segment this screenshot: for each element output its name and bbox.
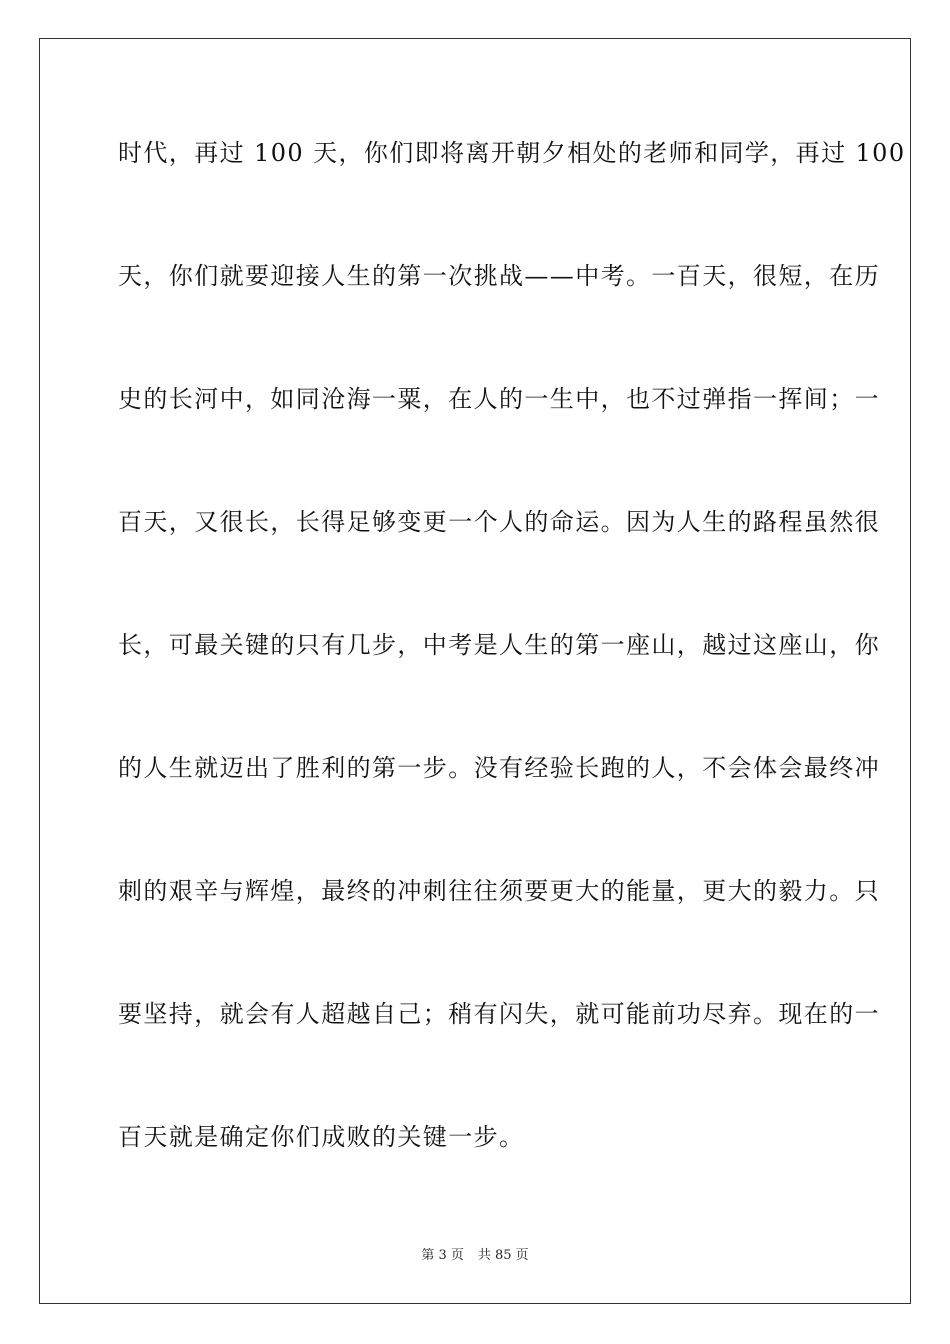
paragraph-line-7: 刺的艰辛与辉煌，最终的冲刺往往须要更大的能量，更大的毅力。只 [118, 877, 880, 905]
page-footer [0, 1248, 950, 1264]
paragraph-line-2: 天，你们就要迎接人生的第一次挑战——中考。一百天，很短，在历 [118, 262, 880, 290]
page-border [39, 38, 911, 1304]
paragraph-line-3: 史的长河中，如同沧海一粟，在人的一生中，也不过弹指一挥间；一 [118, 385, 880, 413]
page-number: 第 3 页 [421, 1248, 464, 1263]
paragraph-line-6: 的人生就迈出了胜利的第一步。没有经验长跑的人，不会体会最终冲 [118, 754, 880, 782]
paragraph-line-1: 时代，再过 100 天，你们即将离开朝夕相处的老师和同学，再过 100 [118, 139, 906, 167]
paragraph-line-4: 百天，又很长，长得足够变更一个人的命运。因为人生的路程虽然很 [118, 508, 880, 536]
page-total: 共 85 页 [477, 1248, 529, 1263]
paragraph-line-5: 长，可最关键的只有几步，中考是人生的第一座山，越过这座山，你 [118, 631, 880, 659]
paragraph-line-8: 要坚持，就会有人超越自己；稍有闪失，就可能前功尽弃。现在的一 [118, 1000, 880, 1028]
paragraph-line-9: 百天就是确定你们成败的关键一步。 [118, 1123, 525, 1151]
